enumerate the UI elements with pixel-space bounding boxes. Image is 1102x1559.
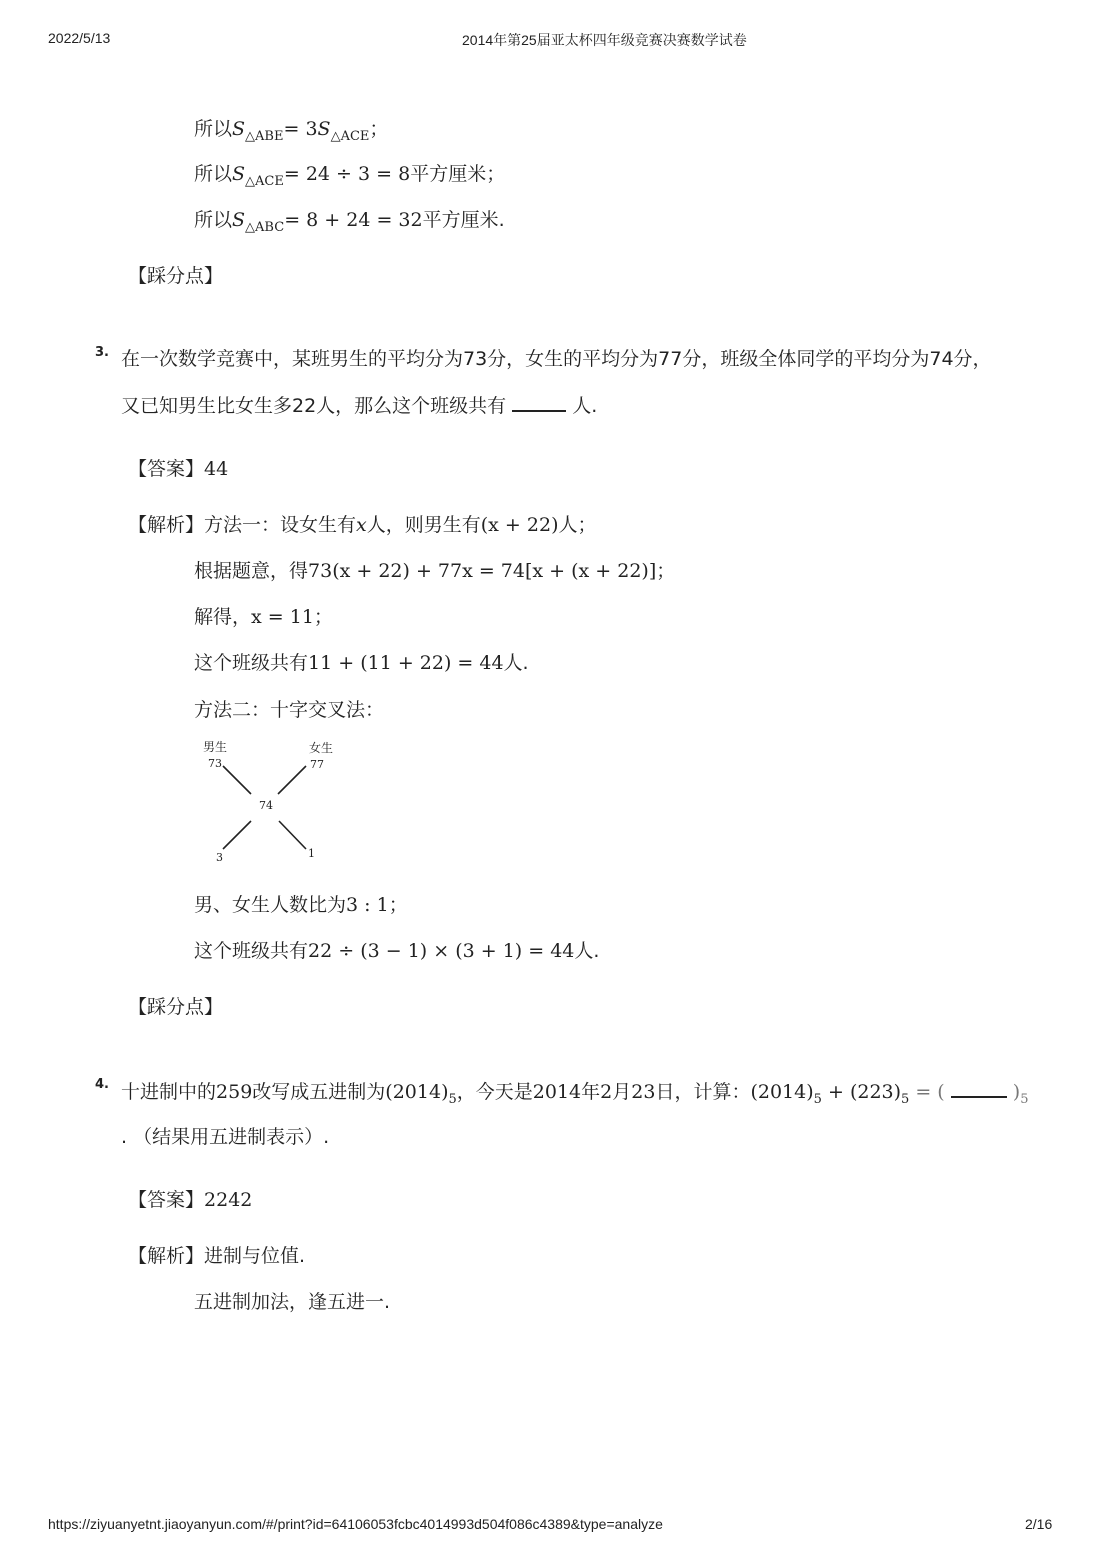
prev-solution-line-1: 所以$S_{\triangle ABE}= 3S_{\triangle ACE}$； bbox=[194, 118, 389, 144]
q4-analysis-line-1: 【解析】进制与位值. bbox=[128, 1245, 306, 1267]
cross-line-bottom-right bbox=[279, 821, 306, 849]
q4-answer-blank bbox=[951, 1078, 1007, 1098]
q3-answer: 【答案】44 bbox=[128, 458, 229, 480]
q3-analysis-line-1: 【解析】方法一：设女生有x人，则男生有(x + 22)人； bbox=[128, 514, 597, 536]
cross-line-top-right bbox=[278, 766, 306, 794]
boys-label: 男生 bbox=[203, 740, 228, 754]
kaodian-label-2: 【踩分点】 bbox=[128, 996, 224, 1018]
q4-number: 4. bbox=[95, 1077, 109, 1092]
print-date: 2022/5/13 bbox=[48, 30, 111, 46]
q3-answer-blank bbox=[512, 392, 566, 412]
cross-method-diagram bbox=[195, 735, 355, 870]
q3-text-line-1: 3. 在一次数学竞赛中，某班男生的平均分为73分，女生的平均分为77分，班级全体同学的平均分为74分， bbox=[121, 346, 992, 372]
q4-text-line-2: . （结果用五进制表示）. bbox=[121, 1126, 330, 1148]
boys-difference: 3 bbox=[216, 851, 223, 864]
page-number: 2/16 bbox=[1025, 1516, 1053, 1532]
page-url: https://ziyuanyetnt.jiaoyanyun.com/#/print?id=64106053fcbc4014993d504f086c4389&type=analyze bbox=[48, 1516, 663, 1532]
q3-analysis-line-3: 解得，x = 11； bbox=[194, 606, 333, 628]
q3-analysis-line-5: 方法二：十字交叉法： bbox=[194, 699, 385, 721]
q4-text-line-1: 4. 十进制中的259改写成五进制为$(2014)_5$，今天是2014年2月23日，计算：$(2014)_5 + (223)_5$ = ( )$_5$ bbox=[121, 1078, 1029, 1113]
cross-line-bottom-left bbox=[223, 821, 251, 849]
prev-solution-line-3: 所以$S_{\triangle ABC}= 8 + 24 = 32$平方厘米. bbox=[194, 209, 505, 235]
q4-answer: 【答案】2242 bbox=[128, 1189, 253, 1211]
prev-solution-line-2: 所以$S_{\triangle ACE}= 24 \div 3 = 8$平方厘米； bbox=[194, 163, 506, 189]
q3-analysis-line-7: 这个班级共有22 ÷ (3 − 1) × (3 + 1) = 44人. bbox=[194, 940, 600, 962]
q3-analysis-line-4: 这个班级共有11 + (11 + 22) = 44人. bbox=[194, 652, 529, 674]
girls-average: 77 bbox=[310, 758, 324, 771]
overall-average: 74 bbox=[259, 799, 273, 812]
kaodian-label-1: 【踩分点】 bbox=[128, 265, 224, 287]
girls-label: 女生 bbox=[309, 741, 334, 755]
q3-analysis-line-2: 根据题意，得73(x + 22) + 77x = 74[x + (x + 22)]； bbox=[194, 560, 676, 582]
document-title: 2014年第25届亚太杯四年级竞赛决赛数学试卷 bbox=[462, 32, 747, 48]
cross-line-top-left bbox=[223, 766, 251, 794]
q3-number: 3. bbox=[95, 345, 109, 360]
girls-difference: 1 bbox=[308, 847, 315, 860]
q4-analysis-line-2: 五进制加法，逢五进一. bbox=[194, 1291, 391, 1313]
q3-analysis-line-6: 男、女生人数比为3 : 1； bbox=[194, 894, 408, 916]
q3-text-line-2: 又已知男生比女生多22人，那么这个班级共有 人. bbox=[121, 392, 597, 419]
boys-average: 73 bbox=[208, 757, 222, 770]
